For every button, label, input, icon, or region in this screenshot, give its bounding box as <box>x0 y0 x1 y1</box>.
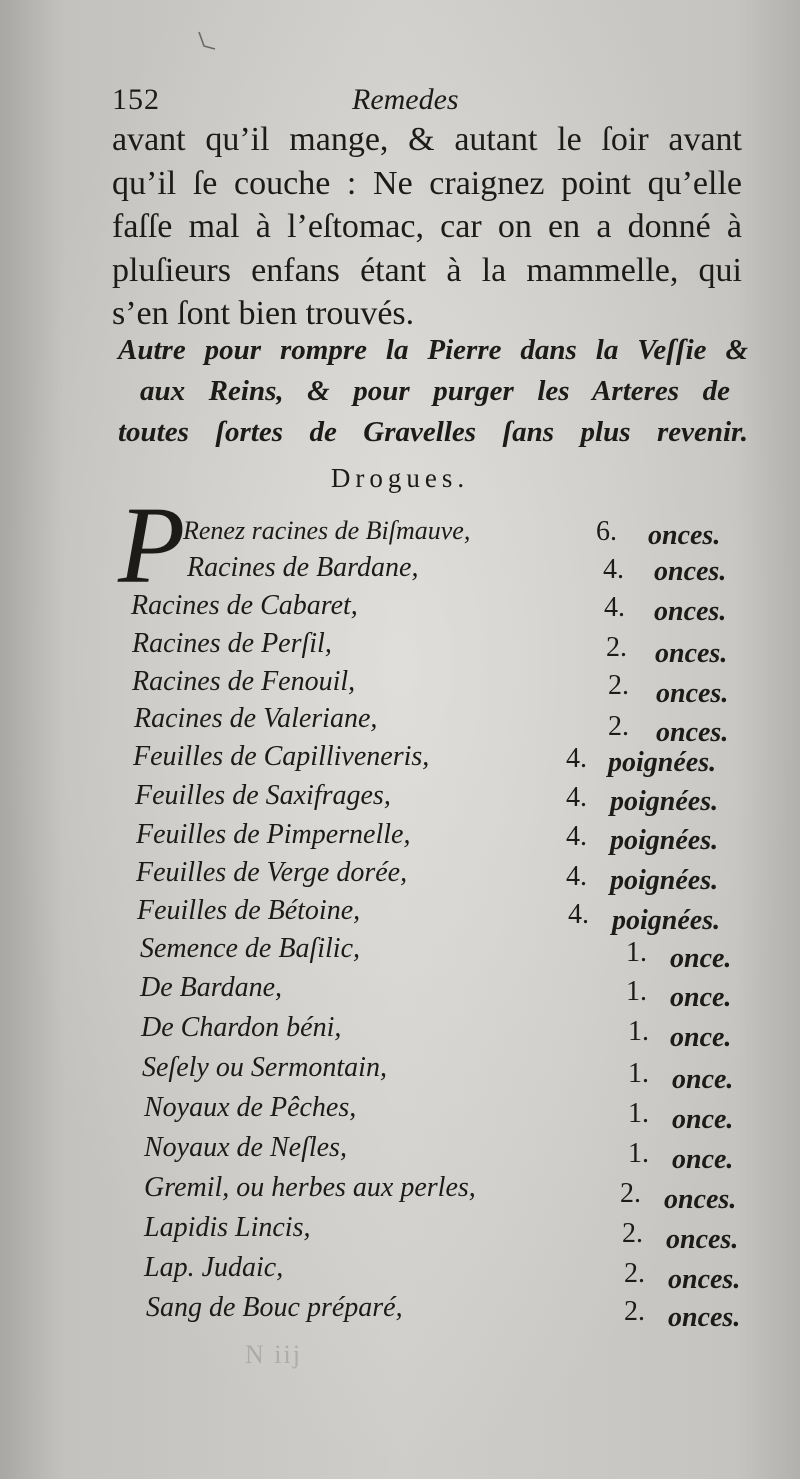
ingredient-unit: onces. <box>656 717 729 748</box>
ingredient-row <box>0 590 800 630</box>
ingredient-name: Lapidis Lincis, <box>144 1212 311 1243</box>
running-title: Remedes <box>352 83 459 116</box>
ingredient-name: Noyaux de Neſles, <box>144 1132 347 1163</box>
ingredient-name: Feuilles de Saxifrages, <box>135 780 391 811</box>
ingredient-name: De Chardon béni, <box>141 1012 342 1043</box>
ingredient-row <box>0 741 800 781</box>
intro-line: s’en ſont bien trouvés. <box>112 295 415 332</box>
ingredient-unit: onces. <box>668 1264 741 1295</box>
ingredient-row <box>0 628 800 668</box>
pencil-mark-icon <box>195 30 219 52</box>
ingredient-unit: once. <box>672 1144 734 1175</box>
ingredient-quantity: 2. <box>608 670 629 701</box>
ingredient-row <box>0 780 800 820</box>
ingredient-row <box>0 933 800 973</box>
ingredient-row <box>0 703 800 748</box>
ingredient-unit: poignées. <box>612 905 721 936</box>
ingredient-name: Racines de Valeriane, <box>134 703 378 734</box>
ingredient-unit: once. <box>672 1104 734 1135</box>
ingredient-row <box>0 1172 800 1215</box>
ingredient-name: Racines de Perſil, <box>132 628 332 659</box>
ingredient-name: Racines de Cabaret, <box>131 590 358 621</box>
ingredient-quantity: 1. <box>628 1098 649 1129</box>
ingredient-quantity: 4. <box>603 554 624 585</box>
ingredient-quantity: 2. <box>624 1296 645 1327</box>
ingredient-quantity: 6. <box>596 516 617 547</box>
ingredient-row <box>0 1012 800 1052</box>
ingredient-row <box>0 895 800 935</box>
ingredient-unit: poignées. <box>610 865 719 896</box>
ingredient-unit: once. <box>670 943 732 974</box>
ingredient-name: Seſely ou Sermontain, <box>142 1052 387 1083</box>
ingredient-quantity: 4. <box>568 899 589 930</box>
heading-line: Autre pour rompre la Pierre dans la Veſſie & <box>118 334 748 366</box>
ingredient-name: Gremil, ou herbes aux perles, <box>144 1172 476 1203</box>
ingredient-unit: onces. <box>648 520 721 551</box>
ingredient-name: Noyaux de Pêches, <box>144 1092 357 1123</box>
ingredient-quantity: 2. <box>624 1258 645 1289</box>
ingredient-unit: onces. <box>656 678 729 709</box>
ingredient-name: Feuilles de Capilliveneris, <box>133 741 430 772</box>
ingredient-quantity: 4. <box>566 782 587 813</box>
ingredient-row <box>0 1212 800 1255</box>
ingredient-quantity: 1. <box>626 976 647 1007</box>
ingredient-name: Lap. Judaic, <box>144 1252 284 1283</box>
ingredient-unit: poignées. <box>608 747 717 778</box>
ingredient-quantity: 1. <box>628 1058 649 1089</box>
ingredient-name: Feuilles de Pimpernelle, <box>136 819 411 850</box>
ingredient-quantity: 2. <box>606 632 627 663</box>
ingredient-name: De Bardane, <box>140 972 283 1003</box>
drogues-title: Drogues. <box>330 463 470 493</box>
page-number: 152 <box>112 83 160 116</box>
ingredient-row <box>0 1292 800 1332</box>
ingredient-name: Renez racines de Biſmauve, <box>183 516 471 545</box>
ingredient-unit: poignées. <box>610 786 719 817</box>
ingredient-row <box>0 1092 800 1135</box>
ingredient-name: Sang de Bouc préparé, <box>146 1292 403 1323</box>
ingredient-unit: onces. <box>668 1302 741 1333</box>
ingredient-row <box>0 1052 800 1095</box>
ingredient-quantity: 4. <box>604 592 625 623</box>
intro-paragraph <box>112 118 742 336</box>
ingredient-row <box>0 512 800 552</box>
ingredient-name: Racines de Bardane, <box>187 552 419 583</box>
ingredient-unit: once. <box>672 1064 734 1095</box>
drop-cap: P <box>118 484 186 606</box>
heading-line: toutes ſortes de Gravelles ſans plus revenir. <box>118 416 748 448</box>
ingredient-unit: poignées. <box>610 825 719 856</box>
ingredient-quantity: 1. <box>626 937 647 968</box>
ingredient-unit: onces. <box>654 556 727 587</box>
ingredient-quantity: 4. <box>566 821 587 852</box>
ingredient-row <box>0 819 800 859</box>
recipe-heading <box>118 330 748 453</box>
heading-line: aux Reins, & pour purger les Arteres de <box>140 375 730 407</box>
ingredient-name: Feuilles de Bétoine, <box>137 895 361 926</box>
ingredient-name: Feuilles de Verge dorée, <box>136 857 408 888</box>
ingredient-row <box>0 1132 800 1175</box>
ingredient-unit: once. <box>670 982 732 1013</box>
ingredient-unit: onces. <box>666 1224 739 1255</box>
ingredient-quantity: 1. <box>628 1138 649 1169</box>
ingredient-row <box>0 972 800 1012</box>
signature-mark: N iij <box>245 1340 302 1369</box>
ingredient-row <box>0 666 800 709</box>
ingredient-quantity: 4. <box>566 743 587 774</box>
ingredient-unit: onces. <box>654 596 727 627</box>
intro-line: qu’il ſe couche : Ne craignez point qu’elle <box>112 164 742 202</box>
ingredient-quantity: 2. <box>620 1178 641 1209</box>
intro-line: faſſe mal à l’eſtomac, car on en a donné à <box>112 208 742 245</box>
intro-line: pluſieurs enfans étant à la mammelle, qui <box>112 251 742 289</box>
ingredient-quantity: 2. <box>608 711 629 742</box>
page-header <box>112 83 732 123</box>
ingredient-name: Racines de Fenouil, <box>132 666 356 697</box>
ingredient-quantity: 2. <box>622 1218 643 1249</box>
ingredient-quantity: 4. <box>566 861 587 892</box>
ingredient-name: Semence de Baſilic, <box>140 933 361 964</box>
ingredient-unit: onces. <box>655 638 728 669</box>
intro-line: avant qu’il mange, & autant le ſoir avant <box>112 121 742 158</box>
ingredient-quantity: 1. <box>628 1016 649 1047</box>
ingredient-unit: once. <box>670 1022 732 1053</box>
ingredient-row <box>0 857 800 897</box>
ingredient-row <box>0 552 800 592</box>
ingredient-unit: onces. <box>664 1184 737 1215</box>
ingredient-row <box>0 1252 800 1295</box>
